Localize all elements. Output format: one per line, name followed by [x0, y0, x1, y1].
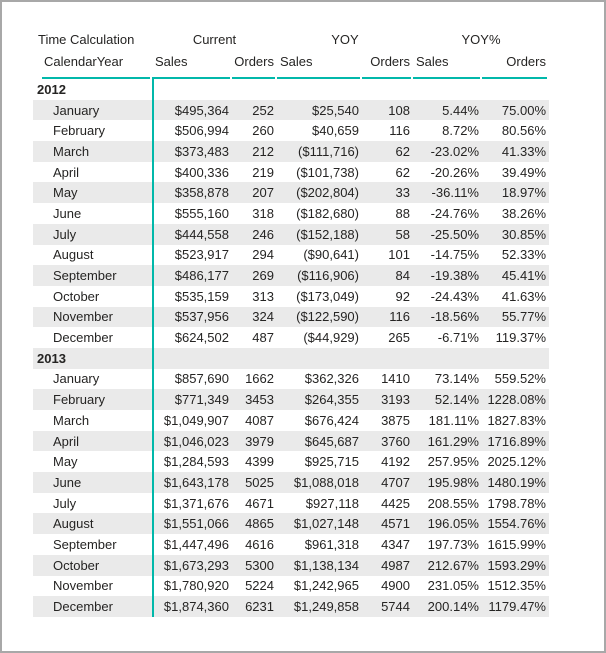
value-cell[interactable]: 5224 — [245, 578, 274, 594]
value-cell[interactable]: 1615.99% — [487, 536, 546, 552]
value-cell[interactable]: 195.98% — [427, 474, 479, 490]
month-row[interactable] — [33, 286, 549, 307]
value-cell[interactable]: 4900 — [381, 578, 410, 594]
month-row[interactable] — [33, 100, 549, 121]
value-cell[interactable]: 265 — [388, 330, 410, 346]
value-cell[interactable]: 3979 — [245, 433, 274, 449]
value-cell[interactable]: 2025.12% — [487, 454, 546, 470]
value-cell[interactable]: 4192 — [381, 454, 410, 470]
value-cell[interactable]: $40,659 — [312, 123, 359, 139]
value-cell[interactable]: $1,249,858 — [293, 599, 359, 615]
value-cell[interactable]: 252 — [252, 102, 274, 118]
month-label: September — [53, 536, 117, 552]
value-cell[interactable]: ($182,680) — [296, 205, 359, 221]
month-row[interactable] — [33, 493, 549, 514]
value-cell[interactable]: 58 — [395, 226, 410, 242]
value-cell[interactable]: 4987 — [381, 557, 410, 573]
value-cell[interactable]: 108 — [388, 102, 410, 118]
month-label: October — [53, 288, 100, 304]
value-cell[interactable]: ($111,716) — [298, 143, 359, 159]
value-cell[interactable]: 38.26% — [501, 205, 546, 221]
value-cell[interactable]: $523,917 — [174, 247, 229, 263]
column-header-yoy-sales[interactable]: Sales — [280, 53, 313, 69]
value-cell[interactable]: $1,643,178 — [163, 474, 229, 490]
value-cell[interactable]: 33 — [395, 185, 410, 201]
value-cell[interactable]: $676,424 — [304, 412, 359, 428]
value-cell[interactable]: 18.97% — [501, 185, 546, 201]
month-row[interactable] — [33, 534, 549, 555]
month-label: April — [53, 164, 80, 180]
header-underline — [33, 77, 549, 79]
value-cell[interactable]: 1662 — [245, 371, 274, 387]
column-header-yoypct-sales[interactable]: Sales — [416, 53, 449, 69]
table-body — [33, 79, 549, 617]
value-cell[interactable]: 3453 — [245, 392, 274, 408]
value-cell[interactable]: 3875 — [381, 412, 410, 428]
value-cell[interactable]: $624,502 — [174, 330, 229, 346]
month-label: May — [53, 454, 78, 470]
month-row[interactable] — [33, 431, 549, 452]
value-cell[interactable]: 231.05% — [427, 578, 479, 594]
value-cell[interactable]: 161.29% — [427, 433, 479, 449]
value-cell[interactable]: 4425 — [381, 495, 410, 511]
month-label: January — [53, 371, 100, 387]
month-label: April — [53, 433, 80, 449]
month-row[interactable] — [33, 182, 549, 203]
month-label: November — [53, 578, 113, 594]
value-cell[interactable]: 4616 — [245, 536, 274, 552]
value-cell[interactable]: 313 — [252, 288, 274, 304]
value-cell[interactable]: $555,160 — [174, 205, 229, 221]
value-cell[interactable]: ($44,929) — [303, 330, 359, 346]
value-cell[interactable]: -20.26% — [430, 164, 479, 180]
group-header-yoy-pct[interactable]: YOY% — [461, 31, 501, 47]
month-label: November — [53, 309, 113, 325]
value-cell[interactable]: 3760 — [381, 433, 410, 449]
month-label: September — [53, 268, 117, 284]
value-cell[interactable]: ($116,906) — [297, 268, 359, 284]
month-label: January — [53, 102, 100, 118]
value-cell[interactable]: 116 — [389, 123, 410, 139]
value-cell[interactable]: 62 — [395, 164, 410, 180]
month-label: July — [53, 495, 77, 511]
month-row[interactable] — [33, 265, 549, 286]
value-cell[interactable]: $1,138,134 — [293, 557, 359, 573]
month-row[interactable] — [33, 203, 549, 224]
value-cell[interactable]: 4707 — [381, 474, 410, 490]
value-cell[interactable]: $444,558 — [174, 226, 229, 242]
value-cell[interactable]: $1,780,920 — [163, 578, 229, 594]
value-cell[interactable]: 4571 — [381, 516, 410, 532]
value-cell[interactable]: 487 — [252, 330, 274, 346]
value-cell[interactable]: 260 — [252, 123, 274, 139]
value-cell[interactable]: 181.11% — [428, 412, 479, 428]
value-cell[interactable]: 55.77% — [501, 309, 546, 325]
year-label: 2013 — [37, 350, 66, 366]
value-cell[interactable]: 4399 — [245, 454, 274, 470]
month-row[interactable] — [33, 224, 549, 245]
underline-segment — [277, 77, 360, 79]
value-cell[interactable]: 88 — [395, 205, 410, 221]
value-cell[interactable]: 1179.47% — [488, 599, 546, 615]
value-cell[interactable]: $1,673,293 — [163, 557, 229, 573]
month-row[interactable] — [33, 162, 549, 183]
value-cell[interactable]: 5.44% — [442, 102, 479, 118]
value-cell[interactable]: ($202,804) — [296, 185, 359, 201]
value-cell[interactable]: $495,364 — [174, 102, 229, 118]
corner-title: Time Calculation — [38, 31, 135, 47]
group-header-yoy[interactable]: YOY — [331, 31, 359, 47]
value-cell[interactable]: 6231 — [245, 599, 274, 615]
value-cell[interactable]: 208.55% — [427, 495, 479, 511]
value-cell[interactable]: 84 — [395, 268, 410, 284]
month-row[interactable] — [33, 472, 549, 493]
value-cell[interactable]: 5744 — [381, 599, 410, 615]
value-cell[interactable]: 246 — [252, 226, 274, 242]
value-cell[interactable]: -6.71% — [437, 330, 479, 346]
column-header-row — [33, 50, 549, 72]
value-cell[interactable]: $645,687 — [304, 433, 359, 449]
value-cell[interactable]: $362,326 — [304, 371, 359, 387]
value-cell[interactable]: -23.02% — [430, 143, 479, 159]
value-cell[interactable]: $857,690 — [174, 371, 229, 387]
value-cell[interactable]: $1,242,965 — [293, 578, 359, 594]
value-cell[interactable]: ($90,641) — [303, 247, 359, 263]
value-cell[interactable]: 219 — [252, 164, 274, 180]
month-label: March — [53, 143, 90, 159]
month-label: May — [53, 185, 78, 201]
group-header-row — [33, 28, 549, 50]
value-cell[interactable]: $373,483 — [174, 143, 229, 159]
value-cell[interactable]: 41.33% — [501, 143, 546, 159]
value-cell[interactable]: $1,447,496 — [163, 536, 229, 552]
underline-segment — [152, 77, 230, 79]
month-row[interactable] — [33, 596, 549, 617]
underline-segment — [42, 77, 150, 79]
month-row[interactable] — [33, 410, 549, 431]
value-cell[interactable]: 5300 — [245, 557, 274, 573]
value-cell[interactable]: $25,540 — [312, 102, 359, 118]
value-cell[interactable]: -19.38% — [430, 268, 479, 284]
value-cell[interactable]: ($122,590) — [296, 309, 359, 325]
month-row[interactable] — [33, 120, 549, 141]
value-cell[interactable]: 52.14% — [434, 392, 479, 408]
value-cell[interactable]: 1554.76% — [487, 516, 546, 532]
month-row[interactable] — [33, 576, 549, 597]
month-row[interactable] — [33, 369, 549, 390]
value-cell[interactable]: 294 — [252, 247, 274, 263]
value-cell[interactable]: ($152,188) — [296, 226, 359, 242]
month-row[interactable] — [33, 513, 549, 534]
value-cell[interactable]: 324 — [252, 309, 274, 325]
value-cell[interactable]: 39.49% — [501, 164, 546, 180]
value-cell[interactable]: 4347 — [381, 536, 410, 552]
value-cell[interactable]: 52.33% — [501, 247, 546, 263]
value-cell[interactable]: $1,027,148 — [293, 516, 359, 532]
value-cell[interactable]: 1798.78% — [487, 495, 546, 511]
month-row[interactable] — [33, 245, 549, 266]
value-cell[interactable]: 4671 — [245, 495, 274, 511]
value-cell[interactable]: 257.95% — [427, 454, 479, 470]
value-cell[interactable]: 8.72% — [442, 123, 479, 139]
value-cell[interactable]: 5025 — [245, 474, 274, 490]
value-cell[interactable]: ($173,049) — [296, 288, 359, 304]
value-cell[interactable]: 197.73% — [427, 536, 479, 552]
value-cell[interactable]: $925,715 — [304, 454, 359, 470]
value-cell[interactable]: 200.14% — [427, 599, 479, 615]
month-row[interactable] — [33, 307, 549, 328]
value-cell[interactable]: 30.85% — [501, 226, 546, 242]
value-cell[interactable]: -24.43% — [430, 288, 479, 304]
column-header-current-sales[interactable]: Sales — [155, 53, 188, 69]
column-header-yoypct-orders[interactable]: Orders — [506, 53, 546, 69]
underline-segment — [482, 77, 547, 79]
corner-subtitle: CalendarYear — [44, 53, 124, 69]
value-cell[interactable]: 207 — [252, 185, 274, 201]
value-cell[interactable]: -24.76% — [430, 205, 479, 221]
value-cell[interactable]: 73.14% — [434, 371, 479, 387]
month-label: June — [53, 474, 82, 490]
value-cell[interactable]: 3193 — [381, 392, 410, 408]
row-header-divider — [152, 77, 154, 617]
value-cell[interactable]: -25.50% — [430, 226, 479, 242]
value-cell[interactable]: 101 — [388, 247, 410, 263]
value-cell[interactable]: $264,355 — [304, 392, 359, 408]
value-cell[interactable]: 4087 — [245, 412, 274, 428]
month-label: February — [53, 123, 106, 139]
value-cell[interactable]: $1,284,593 — [163, 454, 229, 470]
value-cell[interactable]: 1593.29% — [487, 557, 546, 573]
value-cell[interactable]: 41.63% — [501, 288, 546, 304]
value-cell[interactable]: $535,159 — [174, 288, 229, 304]
value-cell[interactable]: 318 — [252, 205, 274, 221]
value-cell[interactable]: $400,336 — [174, 164, 229, 180]
month-label: October — [53, 557, 100, 573]
month-label: March — [53, 412, 90, 428]
value-cell[interactable]: 1716.89% — [487, 433, 546, 449]
value-cell[interactable]: $927,118 — [305, 495, 359, 511]
value-cell[interactable]: 62 — [395, 143, 410, 159]
value-cell[interactable]: 75.00% — [501, 102, 546, 118]
value-cell[interactable]: 1480.19% — [487, 474, 546, 490]
month-label: August — [53, 247, 94, 263]
month-label: August — [53, 516, 94, 532]
value-cell[interactable]: 92 — [395, 288, 410, 304]
value-cell[interactable]: 119.37% — [495, 330, 546, 346]
value-cell[interactable]: 1512.35% — [487, 578, 546, 594]
value-cell[interactable]: 45.41% — [501, 268, 546, 284]
value-cell[interactable]: $1,046,023 — [163, 433, 229, 449]
value-cell[interactable]: $1,088,018 — [293, 474, 359, 490]
column-header-current-orders[interactable]: Orders — [234, 53, 274, 69]
month-label: December — [53, 330, 113, 346]
month-label: February — [53, 392, 106, 408]
month-label: June — [53, 205, 82, 221]
underline-segment — [362, 77, 411, 79]
value-cell[interactable]: 212.67% — [427, 557, 479, 573]
value-cell[interactable]: 1228.08% — [487, 392, 546, 408]
value-cell[interactable]: $1,551,066 — [163, 516, 229, 532]
year-row[interactable] — [33, 79, 549, 100]
value-cell[interactable]: -36.11% — [431, 185, 479, 201]
column-header-yoy-orders[interactable]: Orders — [370, 53, 410, 69]
group-header-current[interactable]: Current — [192, 31, 237, 47]
value-cell[interactable]: $1,874,360 — [163, 599, 229, 615]
matrix-table — [33, 28, 549, 617]
month-row[interactable] — [33, 451, 549, 472]
value-cell[interactable]: $506,994 — [174, 123, 229, 139]
value-cell[interactable]: 116 — [389, 309, 410, 325]
value-cell[interactable]: 80.56% — [501, 123, 546, 139]
value-cell[interactable]: 196.05% — [427, 516, 479, 532]
value-cell[interactable]: $486,177 — [174, 268, 229, 284]
month-row[interactable] — [33, 389, 549, 410]
value-cell[interactable]: $1,049,907 — [163, 412, 229, 428]
value-cell[interactable]: $961,318 — [304, 536, 359, 552]
value-cell[interactable]: ($101,738) — [296, 164, 359, 180]
value-cell[interactable]: $537,956 — [174, 309, 229, 325]
month-row[interactable] — [33, 555, 549, 576]
value-cell[interactable]: 212 — [252, 143, 274, 159]
value-cell[interactable]: $358,878 — [174, 185, 229, 201]
month-row[interactable] — [33, 327, 549, 348]
underline-segment — [232, 77, 275, 79]
month-label: December — [53, 599, 113, 615]
year-label: 2012 — [37, 81, 66, 97]
value-cell[interactable]: $771,349 — [174, 392, 229, 408]
month-label: July — [53, 226, 77, 242]
value-cell[interactable]: 4865 — [245, 516, 274, 532]
month-row[interactable] — [33, 141, 549, 162]
underline-segment — [413, 77, 480, 79]
value-cell[interactable]: 559.52% — [494, 371, 546, 387]
year-row[interactable] — [33, 348, 549, 369]
value-cell[interactable]: -18.56% — [430, 309, 479, 325]
value-cell[interactable]: -14.75% — [430, 247, 479, 263]
value-cell[interactable]: 269 — [252, 268, 274, 284]
value-cell[interactable]: 1410 — [381, 371, 410, 387]
value-cell[interactable]: $1,371,676 — [163, 495, 229, 511]
value-cell[interactable]: 1827.83% — [487, 412, 546, 428]
